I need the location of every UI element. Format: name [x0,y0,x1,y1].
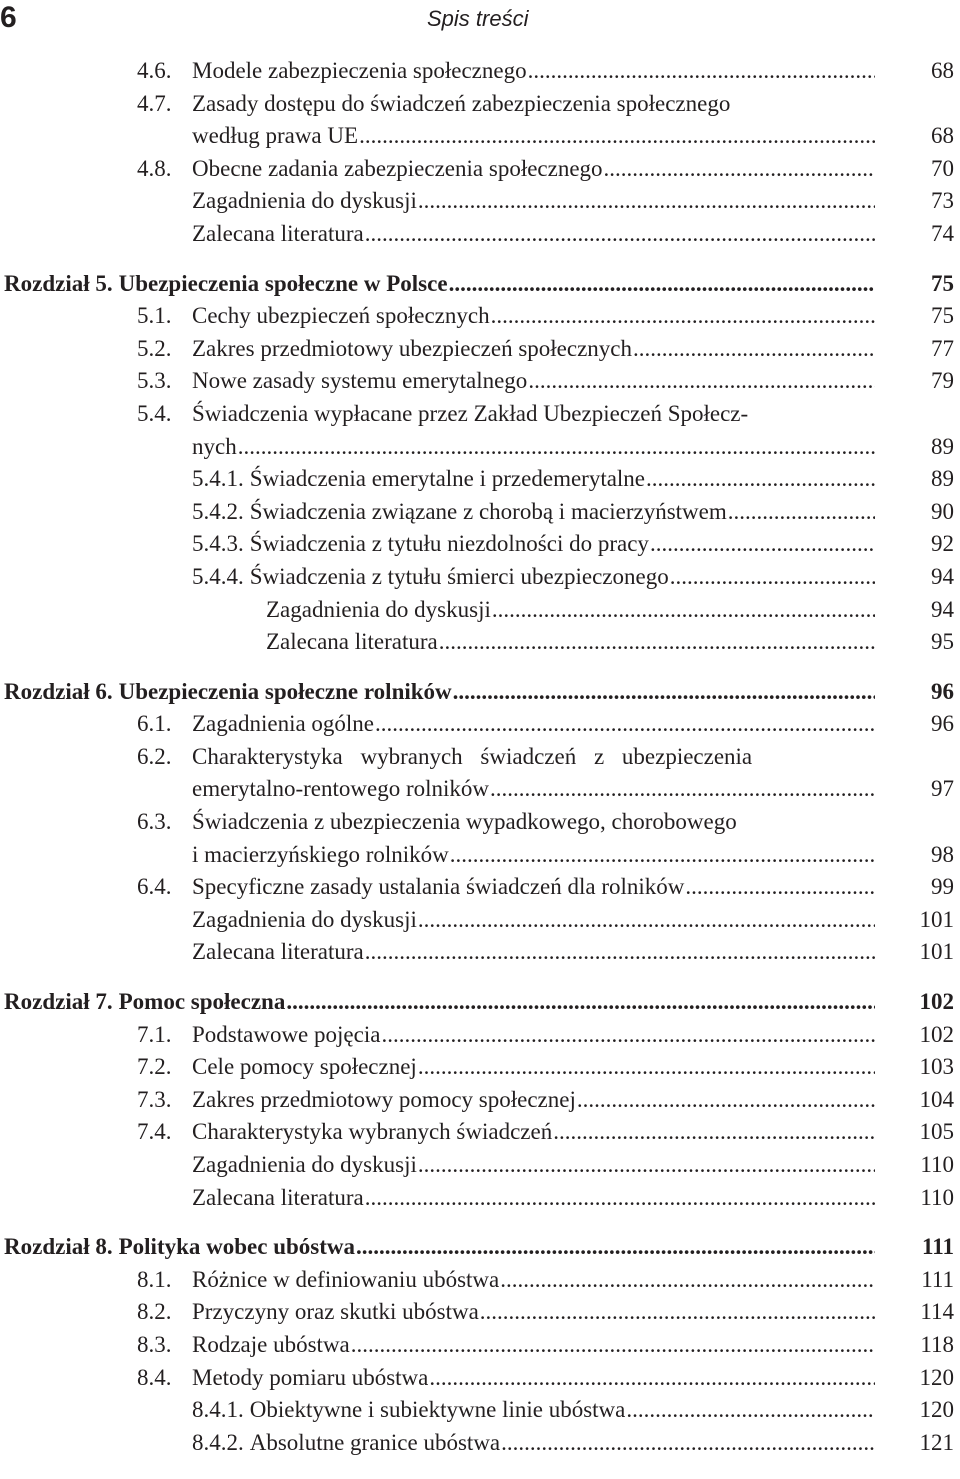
toc-entry [0,1182,960,1215]
page-number: 6 [0,1,17,34]
toc-entry-continuation [0,431,960,464]
toc-entry [0,153,960,186]
toc-entry-page: 68 [931,123,954,149]
toc-entry-number: 7.2. [137,1054,172,1080]
toc-entry-page: 74 [931,220,954,246]
toc-entry-title: Podstawowe pojęcia [192,1021,381,1047]
toc-entry-page: 94 [931,563,954,589]
toc-entry-page: 73 [931,188,954,214]
dot-leader [501,1427,875,1460]
toc-entry [0,333,960,366]
dot-leader [449,268,875,301]
dot-leader [480,1296,875,1329]
dot-leader [646,463,875,496]
toc-entry [0,626,960,659]
toc-entry-number: 5.2. [137,335,172,361]
toc-entry-number: 4.7. [137,90,172,116]
toc-entry-title: Metody pomiaru ubóstwa [192,1364,429,1390]
toc-entry-number: 5.4.1. [192,466,244,492]
toc-entry-title: Zalecana literatura [192,1184,364,1210]
chapter-title: Polityka wobec ubóstwa [118,1234,356,1260]
toc-entry [0,55,960,88]
dot-leader [356,1231,875,1264]
toc-entry-title: Przyczyny oraz skutki ubóstwa [192,1299,479,1325]
toc-entry-title: Charakterystyka wybranych świadczeń z ubezpieczenia [192,743,753,769]
toc-entry-number: 8.2. [137,1299,172,1325]
toc-entry-page: 104 [919,1086,954,1112]
dot-leader [439,626,875,659]
toc-entry-continuation [0,839,960,872]
dot-leader [429,1362,875,1395]
dot-leader [286,986,875,1019]
toc-entry-continuation [0,120,960,153]
dot-leader [450,839,875,872]
toc-entry-page: 75 [931,303,954,329]
toc-entry-number: 5.3. [137,368,172,394]
dot-leader [359,120,875,153]
toc-entry [0,594,960,627]
dot-leader [626,1394,875,1427]
dot-leader [418,1051,875,1084]
toc-entry-title: Świadczenia z tytułu niezdolności do pracy [249,531,649,557]
toc-entry-page: 98 [931,841,954,867]
toc-entry-number: 7.4. [137,1119,172,1145]
toc-entry-title: Świadczenia związane z chorobą i macierzyństwem [249,498,727,524]
toc-entry [0,300,960,333]
toc-entry [0,88,960,121]
toc-subentry [0,561,960,594]
toc-entry [0,1116,960,1149]
toc-entry-title: Zasady dostępu do świadczeń zabezpieczenia społecznego [192,90,731,116]
toc-entry-title: Różnice w definiowaniu ubóstwa [192,1266,500,1292]
dot-leader [418,185,875,218]
toc-entry-page: 94 [931,596,954,622]
toc-entry [0,365,960,398]
toc-entry-page: 111 [921,1266,954,1292]
toc-entry-number: 6.2. [137,743,172,769]
toc-entry-title: Nowe zasady systemu emerytalnego [192,368,528,394]
toc-entry [0,708,960,741]
dot-leader [491,300,875,333]
toc-entry-page: 118 [920,1331,954,1357]
toc-entry-title-continued: emerytalno-rentowego rolników [192,776,489,802]
toc-entry [0,806,960,839]
toc-entry-number: 8.1. [137,1266,172,1292]
toc-entry-number: 5.4.3. [192,531,244,557]
toc-subentry [0,1394,960,1427]
toc-entry-title: Zagadnienia do dyskusji [192,188,417,214]
toc-subentry [0,463,960,496]
toc-subentry [0,528,960,561]
toc-entry-title: Obecne zadania zabezpieczenia społecznego [192,155,603,181]
toc-entry [0,1296,960,1329]
toc-entry-title: Zakres przedmiotowy pomocy społecznej [192,1086,576,1112]
toc-entry-title-continued: i macierzyńskiego rolników [192,841,449,867]
toc-entry-title: Zakres przedmiotowy ubezpieczeń społecznych [192,335,632,361]
toc-entry-page: 89 [931,466,954,492]
toc-entry-title: Cechy ubezpieczeń społecznych [192,303,490,329]
toc-entry [0,218,960,251]
toc-entry [0,1019,960,1052]
toc-entry-page: 114 [920,1299,954,1325]
toc-chapter [0,268,960,301]
toc-entry-number: 7.1. [137,1021,172,1047]
toc-entry-title: Specyficzne zasady ustalania świadczeń dla rolników [192,874,685,900]
toc-entry-page: 70 [931,155,954,181]
toc-entry-title-continued: nych [192,433,237,459]
toc-entry-number: 5.4.4. [192,563,244,589]
dot-leader [418,1149,875,1182]
toc-subentry [0,496,960,529]
toc-entry-title: Cele pomocy społecznej [192,1054,417,1080]
toc-entry-number: 8.4.2. [192,1429,244,1455]
toc-entry-title-continued: według prawa UE [192,123,359,149]
toc-entry-page: 96 [931,711,954,737]
toc-entry-page: 89 [931,433,954,459]
dot-leader [492,594,875,627]
toc-entry-title: Świadczenia wypłacane przez Zakład Ubezpieczeń Społecz- [192,400,749,426]
toc-entry-title: Modele zabezpieczenia społecznego [192,58,527,83]
toc-entry-page: 120 [919,1364,954,1390]
toc-chapter [0,676,960,709]
toc-entry-number: 6.3. [137,809,172,835]
dot-leader [685,871,875,904]
toc-chapter [0,1231,960,1264]
toc-entry-number: 5.1. [137,303,172,329]
toc-entry-number: 5.4.2. [192,498,244,524]
chapter-title: Pomoc społeczna [118,989,286,1015]
toc-entry-page: 103 [919,1054,954,1080]
chapter-page: 111 [922,1234,954,1260]
toc-entry-title: Zagadnienia ogólne [192,711,375,737]
chapter-label: Rozdział 7. [4,989,113,1015]
dot-leader [528,365,875,398]
toc-entry-page: 110 [920,1184,954,1210]
toc-entry [0,871,960,904]
toc-entry [0,936,960,969]
toc-entry-title: Zalecana literatura [192,939,364,965]
dot-leader [553,1116,875,1149]
chapter-label: Rozdział 5. [4,270,113,296]
table-of-contents [0,55,960,1459]
toc-entry-title: Rodzaje ubóstwa [192,1331,350,1357]
toc-entry-page: 92 [931,531,954,557]
toc-entry-title: Zagadnienia do dyskusji [192,1152,417,1177]
toc-entry-number: 8.4. [137,1364,172,1390]
toc-entry [0,1264,960,1297]
toc-entry [0,904,960,937]
toc-entry-page: 90 [931,498,954,524]
toc-entry-number: 4.6. [137,58,172,83]
toc-entry-number: 4.8. [137,155,172,181]
toc-entry-title: Zagadnienia do dyskusji [192,906,417,932]
toc-entry [0,1084,960,1117]
dot-leader [381,1019,875,1052]
dot-leader [351,1329,875,1362]
toc-entry-page: 105 [919,1119,954,1145]
toc-entry-title: Zalecana literatura [192,220,364,246]
toc-entry-title: Charakterystyka wybranych świadczeń [192,1119,553,1145]
dot-leader [650,528,875,561]
toc-entry [0,1149,960,1182]
toc-entry-page: 95 [931,629,954,655]
dot-leader [728,496,875,529]
toc-entry [0,185,960,218]
chapter-label: Rozdział 6. [4,678,113,704]
toc-entry-continuation [0,773,960,806]
toc-entry-page: 110 [920,1152,954,1177]
toc-entry [0,1329,960,1362]
toc-entry-page: 102 [919,1021,954,1047]
toc-entry-title: Świadczenia emerytalne i przedemerytalne [249,466,646,492]
dot-leader [418,904,875,937]
dot-leader [500,1264,875,1297]
chapter-label: Rozdział 8. [4,1234,113,1260]
toc-entry-title: Świadczenia z tytułu śmierci ubezpieczonego [249,563,669,589]
dot-leader [490,773,875,806]
toc-entry-number: 8.4.1. [192,1397,244,1423]
dot-leader [365,936,875,969]
toc-entry [0,398,960,431]
toc-entry-number: 6.4. [137,874,172,900]
toc-entry-page: 79 [931,368,954,394]
dot-leader [453,676,875,709]
dot-leader [604,153,875,186]
chapter-page: 96 [931,678,954,704]
toc-subentry [0,1427,960,1460]
dot-leader [528,55,875,88]
toc-entry-page: 101 [919,939,954,965]
dot-leader [670,561,875,594]
toc-entry-number: 7.3. [137,1086,172,1112]
toc-chapter [0,986,960,1019]
toc-entry [0,1362,960,1395]
toc-entry-page: 120 [919,1397,954,1423]
toc-entry-page: 97 [931,776,954,802]
toc-entry-page: 121 [919,1429,954,1455]
dot-leader [365,1182,875,1215]
toc-entry-title: Zalecana literatura [266,629,438,655]
dot-leader [633,333,875,366]
toc-entry-page: 77 [931,335,954,361]
toc-entry-number: 5.4. [137,400,172,426]
toc-entry [0,1051,960,1084]
page-header [0,0,960,40]
chapter-title: Ubezpieczenia społeczne w Polsce [118,270,448,296]
toc-entry [0,741,960,774]
toc-entry-page: 101 [919,906,954,932]
toc-entry-title: Absolutne granice ubóstwa [249,1429,501,1455]
toc-entry-title: Zagadnienia do dyskusji [266,596,491,622]
chapter-page: 102 [919,989,954,1015]
dot-leader [577,1084,875,1117]
chapter-title: Ubezpieczenia społeczne rolników [118,678,452,704]
chapter-page: 75 [931,270,954,296]
toc-entry-title: Obiektywne i subiektywne linie ubóstwa [249,1397,626,1423]
dot-leader [238,431,875,464]
toc-entry-page: 99 [931,874,954,900]
running-head: Spis treści [427,6,529,31]
toc-entry-title: Świadczenia z ubezpieczenia wypadkowego, chorobowego [192,809,737,835]
toc-entry-number: 6.1. [137,711,172,737]
dot-leader [365,218,875,251]
dot-leader [375,708,875,741]
toc-entry-number: 8.3. [137,1331,172,1357]
toc-entry-page: 68 [931,58,954,83]
